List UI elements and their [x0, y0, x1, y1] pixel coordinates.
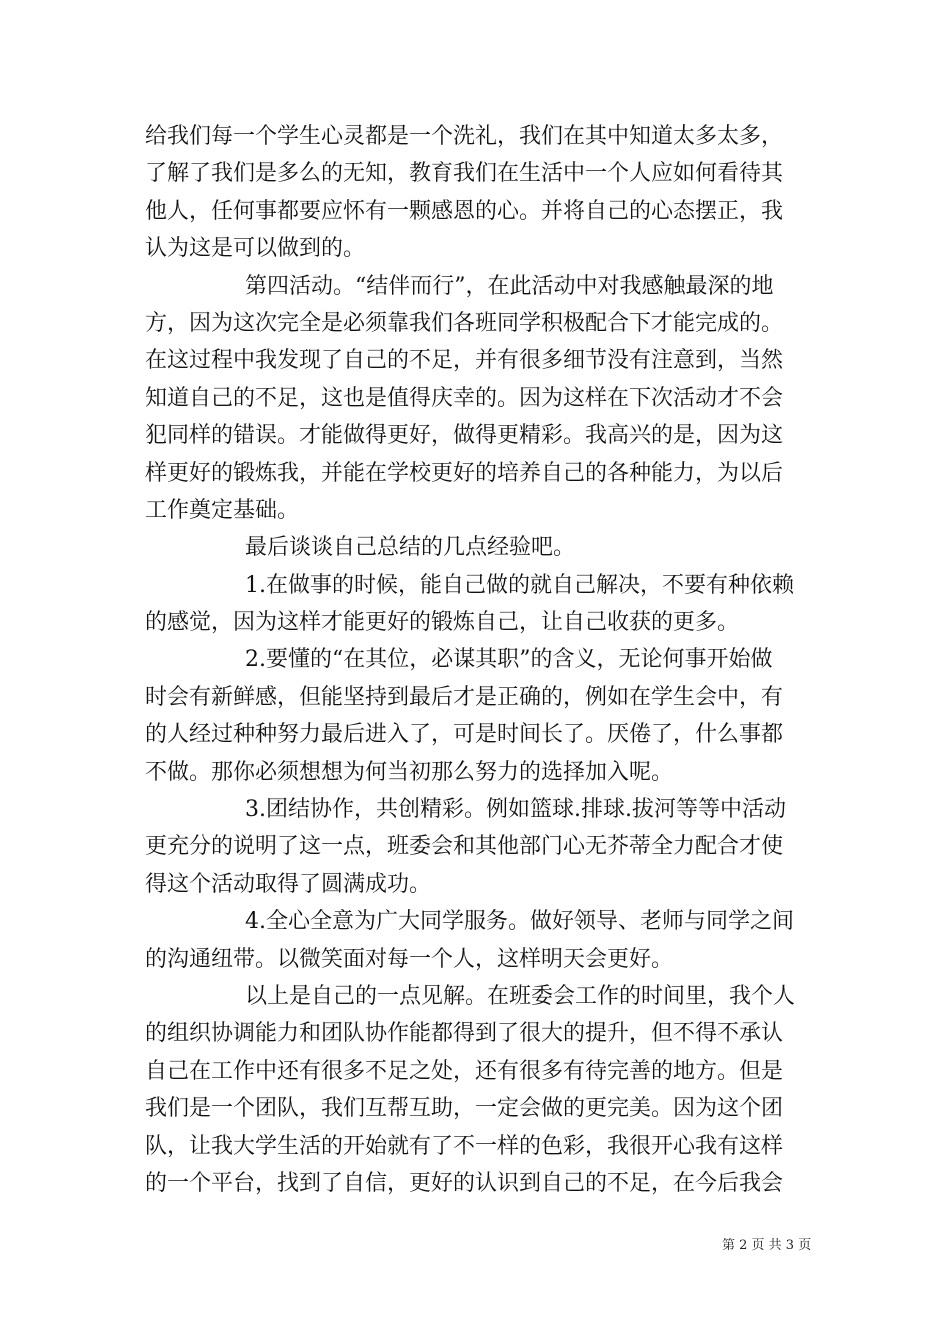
text-line: 工作奠定基础。: [145, 497, 300, 523]
page-number: 第 2 页 共 3 页: [722, 1238, 812, 1253]
text-line: 的人经过种种努力最后进入了，可是时间长了。厌倦了，什么事都: [145, 722, 784, 748]
text-line: 不做。那你必须想想为何当初那么努力的选择加入呢。: [145, 759, 674, 785]
text-line: 4.全心全意为广大同学服务。做好领导、老师与同学之间: [245, 909, 794, 935]
text-line: 自己在工作中还有很多不足之处，还有很多有待完善的地方。但是: [145, 1058, 784, 1084]
text-line: 给我们每一个学生心灵都是一个洗礼，我们在其中知道太多太多，: [145, 124, 784, 149]
text-line: 3.团结协作，共创精彩。例如篮球.排球.拔河等等中活动: [245, 797, 786, 823]
text-line: 1.在做事的时候，能自己做的就自己解决，不要有种依赖: [245, 572, 794, 598]
text-line: 队，让我大学生活的开始就有了不一样的色彩，我很开心我有这样: [145, 1133, 784, 1159]
text-line: 最后谈谈自己总结的几点经验吧。: [245, 535, 576, 561]
document-body: [145, 118, 815, 1202]
text-line: 认为这是可以做到的。: [145, 236, 366, 262]
text-line: 犯同样的错误。才能做得更好，做得更精彩。我高兴的是，因为这: [145, 423, 784, 449]
text-line: 的感觉，因为这样才能更好的锻炼自己，让自己收获的更多。: [145, 610, 740, 636]
text-line: 的一个平台，找到了自信，更好的认识到自己的不足，在今后我会: [145, 1170, 784, 1196]
text-line: 的组织协调能力和团队协作能都得到了很大的提升，但不得不承认: [145, 1021, 784, 1047]
text-line: 知道自己的不足，这也是值得庆幸的。因为这样在下次活动才不会: [145, 385, 784, 411]
text-line: 他人，任何事都要应怀有一颗感恩的心。并将自己的心态摆正，我: [145, 198, 784, 224]
text-line: 更充分的说明了这一点，班委会和其他部门心无芥蒂全力配合才使: [145, 834, 784, 860]
text-line: 第四活动。“结伴而行”，在此活动中对我感触最深的地: [245, 273, 774, 299]
text-line: 得这个活动取得了圆满成功。: [145, 871, 432, 897]
text-line: 样更好的锻炼我，并能在学校更好的培养自己的各种能力，为以后: [145, 460, 784, 486]
text-line: 以上是自己的一点见解。在班委会工作的时间里，我个人: [245, 983, 796, 1009]
text-line: 的沟通纽带。以微笑面对每一个人，这样明天会更好。: [145, 946, 674, 972]
text-line: 方，因为这次完全是必须靠我们各班同学积极配合下才能完成的。: [145, 310, 784, 336]
text-line: 2.要懂的“在其位，必谋其职”的含义，无论何事开始做: [245, 647, 773, 673]
text-line: 我们是一个团队，我们互帮互助，一定会做的更完美。因为这个团: [145, 1096, 784, 1122]
text-line: 了解了我们是多么的无知，教育我们在生活中一个人应如何看待其: [145, 161, 784, 187]
text-line: 在这过程中我发现了自己的不足，并有很多细节没有注意到，当然: [145, 348, 784, 374]
text-line: 时会有新鲜感，但能坚持到最后才是正确的，例如在学生会中，有: [145, 684, 784, 710]
